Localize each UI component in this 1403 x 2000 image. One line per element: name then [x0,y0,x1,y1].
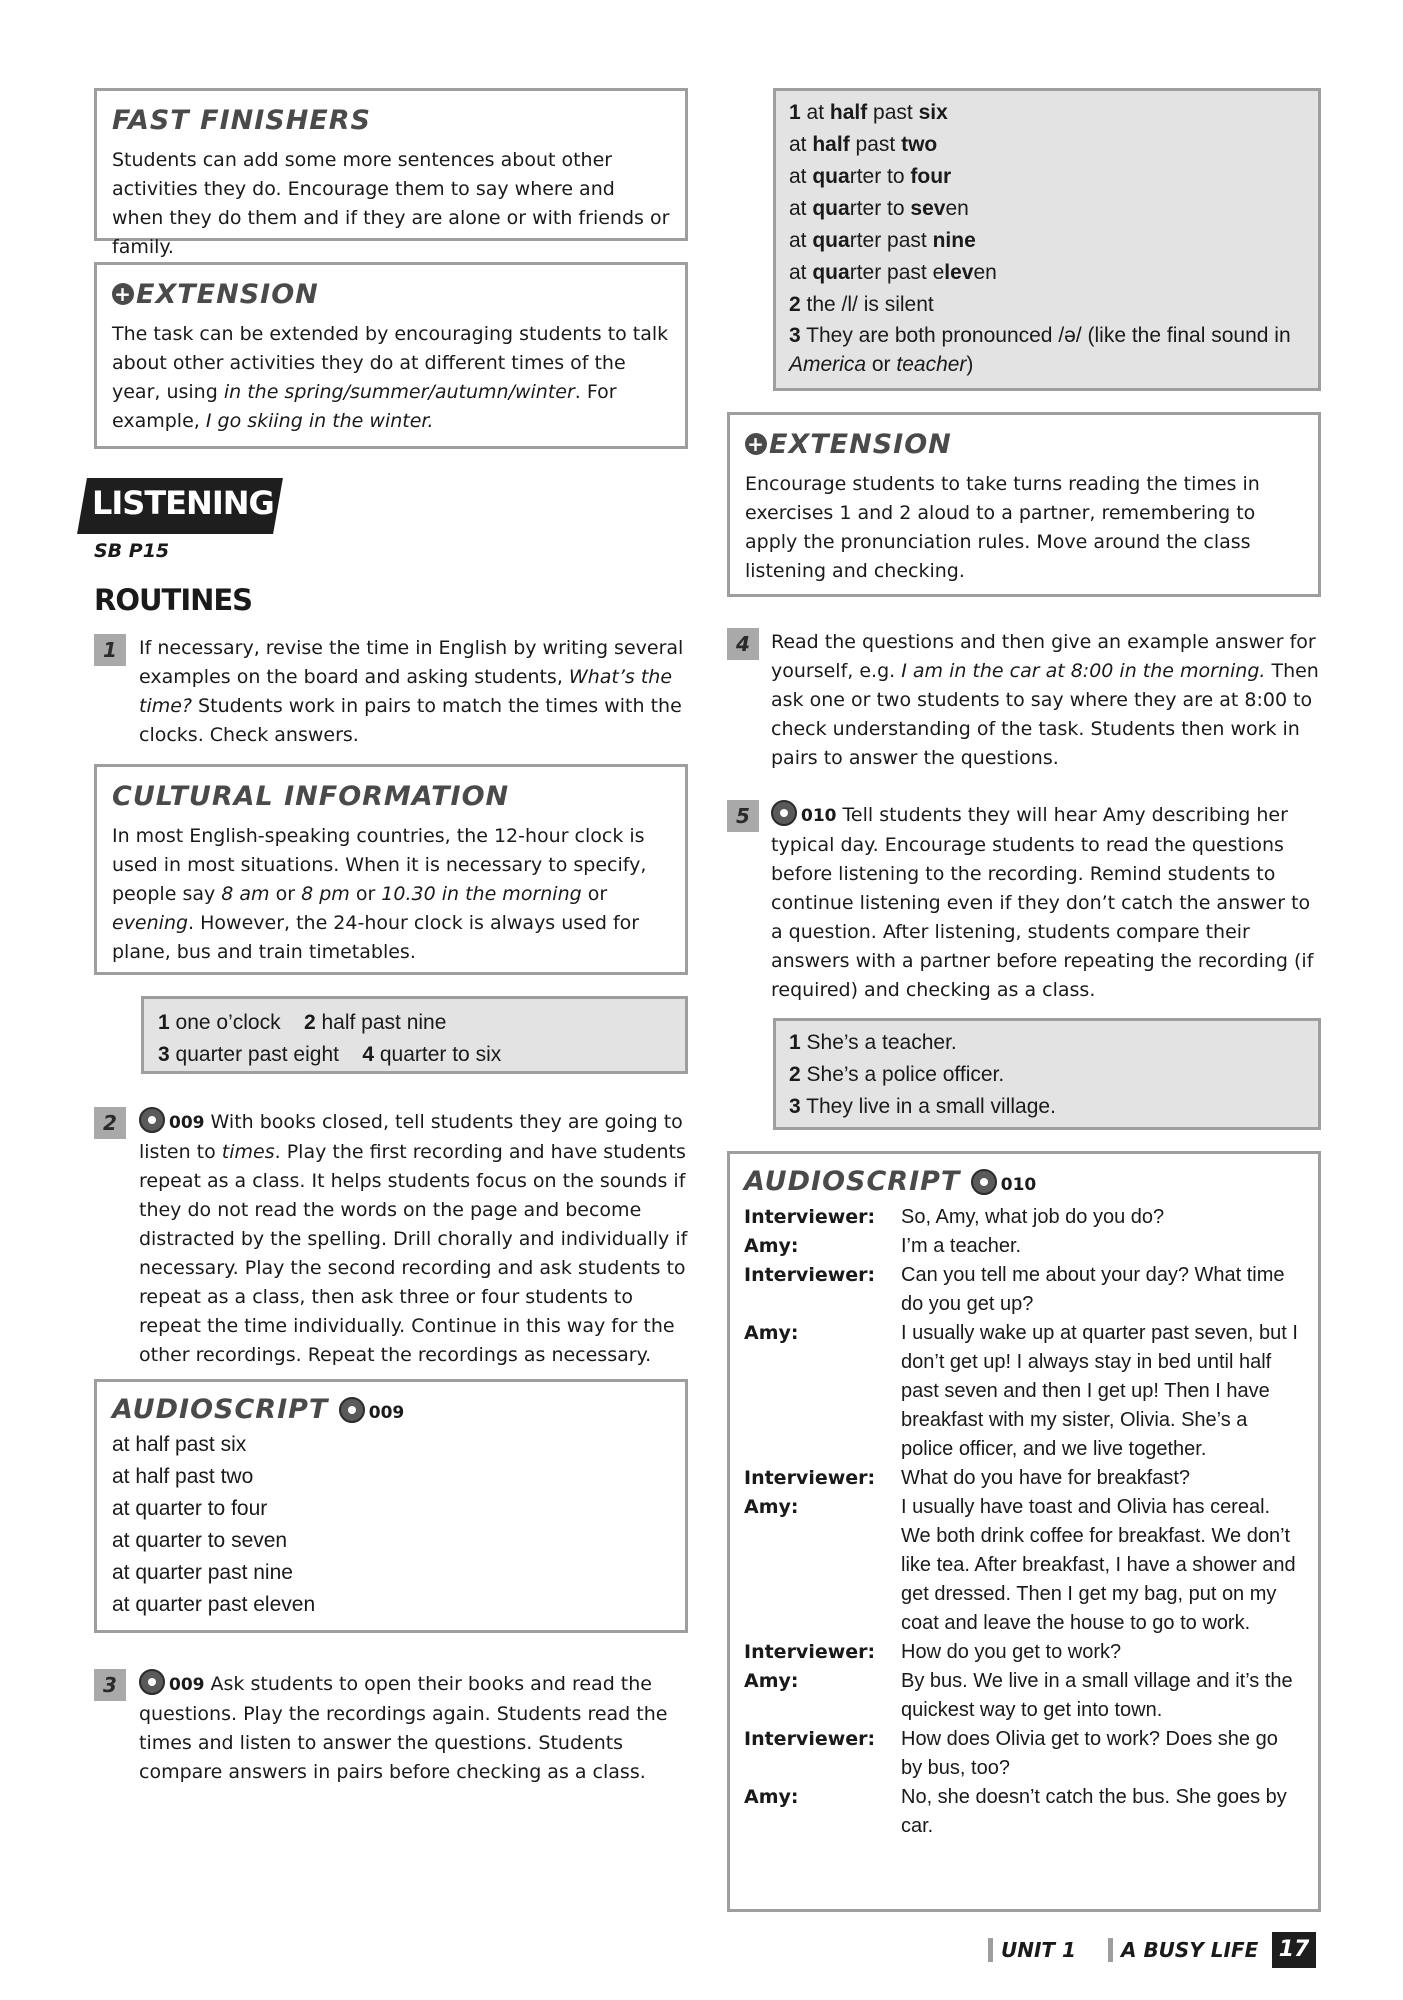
exercise-5-text: 010 Tell students they will hear Amy describing her typical day. Encourage students to read the questions before listening to the recording. Remind students to continue listening even if they don’t catch the answer to a question. After listening, students compare their answers with a partner before repeating the recording (if required) and checking as a class. [771,800,1326,1005]
answers-2-lines [789,97,1305,321]
speech-text: Can you tell me about your day? What time do you get up? [901,1264,1285,1315]
audioscript-row [744,1319,1304,1464]
audioscript-row [744,1638,1304,1667]
exercise-4-number: 4 [727,628,759,660]
audioscript-line: at quarter past nine [112,1561,293,1584]
audioscript-010-box [727,1151,1321,1912]
audioscript-row [744,1232,1304,1261]
answer-line: at half past two [789,133,938,156]
audioscript-line: at quarter to four [112,1497,268,1520]
listening-banner-text: LISTENING [92,484,274,522]
exercise-3-text: 009 Ask students to open their books and read the questions. Play the recordings again. Students read the times and listen to answer the questions. Students compare answers in pairs before checking as a class. [139,1669,694,1787]
audio-cd-icon[interactable] [971,1169,997,1195]
page-number: 17 [1272,1932,1316,1968]
footer-title: A BUSY LIFE [1108,1938,1258,1962]
answer-line: 3 They are both pronounced /ə/ (like the final sound in America or teacher) [789,324,1291,376]
cultural-information-title: CULTURAL INFORMATION [112,781,510,812]
exercise-5-number: 5 [727,800,759,832]
audioscript-009-title: AUDIOSCRIPT 009 [112,1394,405,1425]
answer-line: 1 She’s a teacher. [789,1031,957,1054]
audioscript-row [744,1493,1304,1638]
cultural-information-box [94,764,688,975]
audioscript-line: at quarter to seven [112,1529,288,1552]
audioscript-row [744,1203,1304,1232]
speech-text: I’m a teacher. [901,1235,1022,1257]
answers-exercise-2 [773,88,1321,391]
audioscript-009-box [94,1379,688,1633]
fast-finishers-box [94,88,688,258]
speech-text: No, she doesn’t catch the bus. She goes by car. [901,1786,1287,1837]
extension-box-left [94,262,688,449]
answer-line: 2 She’s a police officer. [789,1063,1005,1086]
section-heading: ROUTINES [94,583,253,617]
answer-line: at quarter past nine [789,229,976,252]
answer-line: 2 the /l/ is silent [789,293,934,316]
answers-exercise-5 [773,1018,1321,1130]
audio-cd-icon[interactable] [339,1397,365,1423]
extension-box-right [727,412,1321,597]
speaker-label: Amy: [744,1786,799,1808]
cultural-information-text: In most English-speaking countries, the 12-hour clock is used in most situations. When it is necessary to specify, people say 8 am or 8 pm or 10.30 in the morning or evening. However, the 24-hour clock is always used for plane, bus and train timetables. [112,825,647,963]
answer-line: 1 at half past six [789,101,948,124]
exercise-2-text: 009 With books closed, tell students they are going to listen to times. Play the first recording and have students repeat as a class. It helps students focus on the sounds if they do not read the words on the page and become distracted by the spelling. Drill chorally and individually if necessary. Play the second recording and ask students to repeat as a class, then ask three or four students to repeat the time individually. Continue in this way for the other recordings. Repeat the recordings as necessary. [139,1107,694,1370]
audioscript-line: at half past two [112,1465,254,1488]
speaker-label: Amy: [744,1670,799,1692]
audioscript-row [744,1783,1304,1841]
extension-text-right: Encourage students to take turns reading the times in exercises 1 and 2 aloud to a partner, remembering to apply the pronunciation rules. Move around the class listening and checking. [745,473,1260,582]
audio-cd-icon[interactable] [771,800,797,826]
speech-text: How does Olivia get to work? Does she go by bus, too? [901,1728,1278,1779]
footer-unit: UNIT 1 [988,1938,1076,1962]
audio-cd-icon[interactable] [139,1669,165,1695]
audioscript-row [744,1261,1304,1319]
speaker-label: Amy: [744,1496,799,1518]
exercise-1-number: 1 [94,634,126,666]
extension-text-left: The task can be extended by encouraging students to talk about other activities they do at different times of the year, using in the spring/summer/autumn/winter. For example, I go skiing in the winter. [112,323,669,432]
extension-title-left: + EXTENSION [112,279,670,310]
sb-page-ref: SB P15 [94,540,170,562]
fast-finishers-title: FAST FINISHERS [112,105,371,136]
audioscript-010-rows [744,1203,1304,1841]
answer-row: 1 one o’clock 2 half past nine [158,1011,447,1034]
extension-title-right: + EXTENSION [745,429,1303,460]
answers-exercise-1 [141,996,688,1074]
exercise-3-number: 3 [94,1669,126,1701]
exercise-1-text: If necessary, revise the time in English by writing several examples on the board and asking students, What’s the time? Students work in pairs to match the times with the clocks. Check answers. [139,637,684,746]
speaker-label: Amy: [744,1235,799,1257]
speech-text: What do you have for breakfast? [901,1467,1191,1489]
audioscript-010-title: AUDIOSCRIPT 010 [744,1166,1037,1197]
speech-text: So, Amy, what job do you do? [901,1206,1165,1228]
audioscript-row [744,1464,1304,1493]
speaker-label: Amy: [744,1322,799,1344]
speaker-label: Interviewer: [744,1264,876,1286]
exercise-2-number: 2 [94,1107,126,1139]
answer-row: 3 quarter past eight 4 quarter to six [158,1043,502,1066]
speech-text: How do you get to work? [901,1641,1122,1663]
plus-icon: + [745,433,767,455]
answer-line: 3 They live in a small village. [789,1095,1056,1118]
audioscript-row [744,1725,1304,1783]
exercise-4-text: Read the questions and then give an example answer for yourself, e.g. I am in the car at 8:00 in the morning. Then ask one or two students to say where they are at 8:00 to check understanding of the task. Students then work in pairs to answer the questions. [771,631,1319,769]
fast-finishers-text: Students can add some more sentences about other activities they do. Encourage them to say where and when they do them and if they are alone or with friends or family. [112,149,670,258]
speech-text: By bus. We live in a small village and it’s the quickest way to get into town. [901,1670,1293,1721]
answer-line: at quarter to four [789,165,952,188]
audio-cd-icon[interactable] [139,1107,165,1133]
speaker-label: Interviewer: [744,1206,876,1228]
audioscript-line: at quarter past eleven [112,1593,316,1616]
audioscript-row [744,1667,1304,1725]
speaker-label: Interviewer: [744,1467,876,1489]
audioscript-line: at half past six [112,1433,247,1456]
speaker-label: Interviewer: [744,1641,876,1663]
answer-line: at quarter past eleven [789,261,997,284]
answer-line: at quarter to seven [789,197,969,220]
plus-icon: + [112,283,134,305]
speech-text: I usually have toast and Olivia has cereal. We both drink coffee for breakfast. We don’t like tea. After breakfast, I have a shower and get dressed. Then I get my bag, put on my coat and leave the house to go to work. [901,1496,1296,1634]
speech-text: I usually wake up at quarter past seven, but I don’t get up! I always stay in bed until half past seven and then I get up! Then I have breakfast with my sister, Olivia. She’s a police officer, and we live together. [901,1322,1298,1460]
speaker-label: Interviewer: [744,1728,876,1750]
